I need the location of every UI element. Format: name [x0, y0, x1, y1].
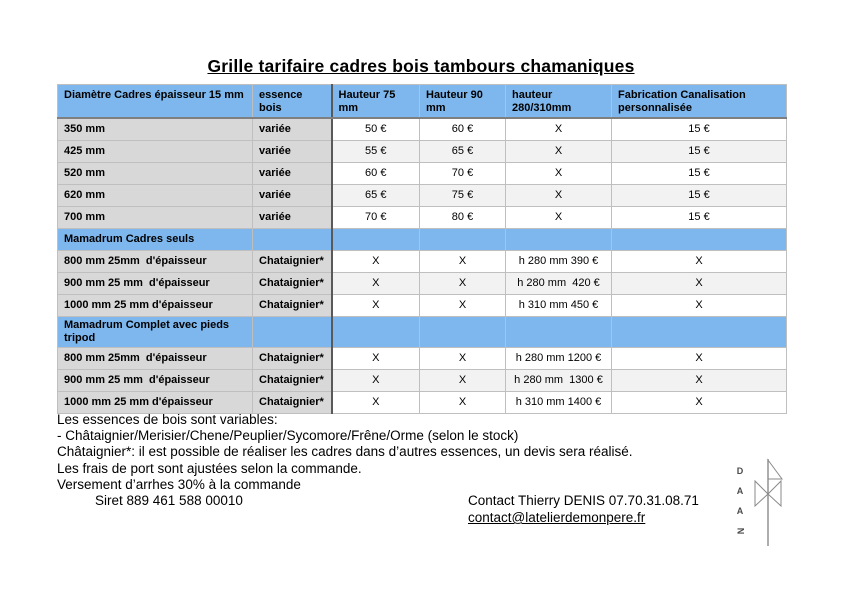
- note-line: Les essences de bois sont variables:: [57, 412, 278, 427]
- value-cell: X: [612, 370, 787, 392]
- column-header: hauteur 280/310mm: [506, 85, 612, 119]
- value-cell: X: [506, 185, 612, 207]
- value-cell: h 280 mm 390 €: [506, 251, 612, 273]
- row-label-cell: 520 mm: [58, 163, 253, 185]
- column-header: Hauteur 90 mm: [420, 85, 506, 119]
- section-empty-cell: [612, 229, 787, 251]
- logo-letter: N: [735, 527, 745, 535]
- table-row: [58, 295, 787, 317]
- row-label-cell: 620 mm: [58, 185, 253, 207]
- table-row: [58, 370, 787, 392]
- value-cell: X: [506, 207, 612, 229]
- value-cell: variée: [253, 163, 332, 185]
- value-cell: 55 €: [332, 141, 420, 163]
- column-header: Diamètre Cadres épaisseur 15 mm: [58, 85, 253, 119]
- table-row: [58, 207, 787, 229]
- table-row: [58, 163, 787, 185]
- row-label-cell: 800 mm 25mm d'épaisseur: [58, 251, 253, 273]
- section-empty-cell: [506, 317, 612, 348]
- section-empty-cell: [420, 229, 506, 251]
- value-cell: variée: [253, 141, 332, 163]
- row-label-cell: 900 mm 25 mm d'épaisseur: [58, 370, 253, 392]
- value-cell: 70 €: [332, 207, 420, 229]
- row-label-cell: 800 mm 25mm d'épaisseur: [58, 348, 253, 370]
- value-cell: X: [332, 392, 420, 414]
- value-cell: X: [332, 370, 420, 392]
- logo-letter: A: [736, 486, 744, 496]
- value-cell: Chataignier*: [253, 273, 332, 295]
- note-line: Versement d’arrhes 30% à la commande: [57, 476, 301, 492]
- table-row: [58, 229, 787, 251]
- note-line: Les frais de port sont ajustées selon la commande.: [57, 460, 362, 476]
- table-row: [58, 251, 787, 273]
- value-cell: 15 €: [612, 185, 787, 207]
- table-row: [58, 273, 787, 295]
- row-label-cell: 1000 mm 25 mm d'épaisseur: [58, 392, 253, 414]
- contact-email-link[interactable]: contact@latelierdemonpere.fr: [468, 510, 646, 525]
- value-cell: 15 €: [612, 207, 787, 229]
- section-empty-cell: [253, 229, 332, 251]
- table-row: [58, 317, 787, 348]
- value-cell: X: [612, 348, 787, 370]
- value-cell: h 280 mm 1300 €: [506, 370, 612, 392]
- value-cell: variée: [253, 185, 332, 207]
- note-line: - Châtaignier/Merisier/Chene/Peuplier/Sycomore/Frêne/Orme (selon le stock): [57, 428, 519, 444]
- section-empty-cell: [253, 317, 332, 348]
- section-empty-cell: [420, 317, 506, 348]
- table-row: [58, 348, 787, 370]
- column-header: Hauteur 75 mm: [332, 85, 420, 119]
- table-row: [58, 118, 787, 141]
- value-cell: 50 €: [332, 118, 420, 141]
- table-body: [58, 118, 787, 414]
- value-cell: Chataignier*: [253, 370, 332, 392]
- contact-phone-line: Contact Thierry DENIS 07.70.31.08.71: [468, 493, 699, 508]
- value-cell: X: [332, 295, 420, 317]
- value-cell: X: [612, 273, 787, 295]
- value-cell: 65 €: [332, 185, 420, 207]
- value-cell: h 280 mm 420 €: [506, 273, 612, 295]
- section-empty-cell: [332, 229, 420, 251]
- row-label-cell: 1000 mm 25 mm d'épaisseur: [58, 295, 253, 317]
- section-empty-cell: [332, 317, 420, 348]
- section-empty-cell: [506, 229, 612, 251]
- value-cell: X: [506, 118, 612, 141]
- value-cell: X: [506, 141, 612, 163]
- logo-letter: A: [736, 506, 744, 516]
- column-header: essence bois: [253, 85, 332, 119]
- row-label-cell: 350 mm: [58, 118, 253, 141]
- value-cell: X: [420, 348, 506, 370]
- page-title: Grille tarifaire cadres bois tambours chamaniques: [207, 56, 635, 76]
- value-cell: Chataignier*: [253, 251, 332, 273]
- value-cell: 15 €: [612, 118, 787, 141]
- rune-staff-icon: [747, 456, 789, 560]
- value-cell: X: [612, 251, 787, 273]
- price-table: [57, 84, 787, 414]
- table-row: [58, 185, 787, 207]
- value-cell: Chataignier*: [253, 295, 332, 317]
- daan-logo: [735, 456, 789, 560]
- value-cell: 80 €: [420, 207, 506, 229]
- siret-number: Siret 889 461 588 00010: [95, 493, 243, 509]
- table-header: [58, 85, 787, 119]
- row-label-cell: 900 mm 25 mm d'épaisseur: [58, 273, 253, 295]
- value-cell: X: [420, 251, 506, 273]
- value-cell: 65 €: [420, 141, 506, 163]
- value-cell: 60 €: [420, 118, 506, 141]
- value-cell: 60 €: [332, 163, 420, 185]
- value-cell: h 310 mm 1400 €: [506, 392, 612, 414]
- value-cell: variée: [253, 207, 332, 229]
- value-cell: 75 €: [420, 185, 506, 207]
- value-cell: 70 €: [420, 163, 506, 185]
- value-cell: X: [612, 295, 787, 317]
- table-row: [58, 141, 787, 163]
- section-title-cell: Mamadrum Complet avec pieds tripod: [58, 317, 253, 348]
- value-cell: X: [506, 163, 612, 185]
- value-cell: X: [332, 251, 420, 273]
- value-cell: variée: [253, 118, 332, 141]
- value-cell: X: [420, 392, 506, 414]
- value-cell: h 310 mm 450 €: [506, 295, 612, 317]
- section-empty-cell: [612, 317, 787, 348]
- row-label-cell: 425 mm: [58, 141, 253, 163]
- logo-letter: D: [736, 466, 744, 476]
- contact-block: [468, 492, 699, 526]
- note-line: Châtaignier*: il est possible de réaliser les cadres dans d’autres essences, un devis sera réalisé.: [57, 444, 633, 460]
- value-cell: X: [612, 392, 787, 414]
- section-title-cell: Mamadrum Cadres seuls: [58, 229, 253, 251]
- value-cell: X: [420, 295, 506, 317]
- value-cell: Chataignier*: [253, 392, 332, 414]
- value-cell: X: [420, 273, 506, 295]
- value-cell: Chataignier*: [253, 348, 332, 370]
- row-label-cell: 700 mm: [58, 207, 253, 229]
- value-cell: X: [332, 348, 420, 370]
- table-row: [58, 392, 787, 414]
- column-header: Fabrication Canalisation personnalisée: [612, 85, 787, 119]
- value-cell: 15 €: [612, 163, 787, 185]
- logo-letters: [735, 466, 745, 536]
- value-cell: X: [420, 370, 506, 392]
- value-cell: X: [332, 273, 420, 295]
- value-cell: 15 €: [612, 141, 787, 163]
- value-cell: h 280 mm 1200 €: [506, 348, 612, 370]
